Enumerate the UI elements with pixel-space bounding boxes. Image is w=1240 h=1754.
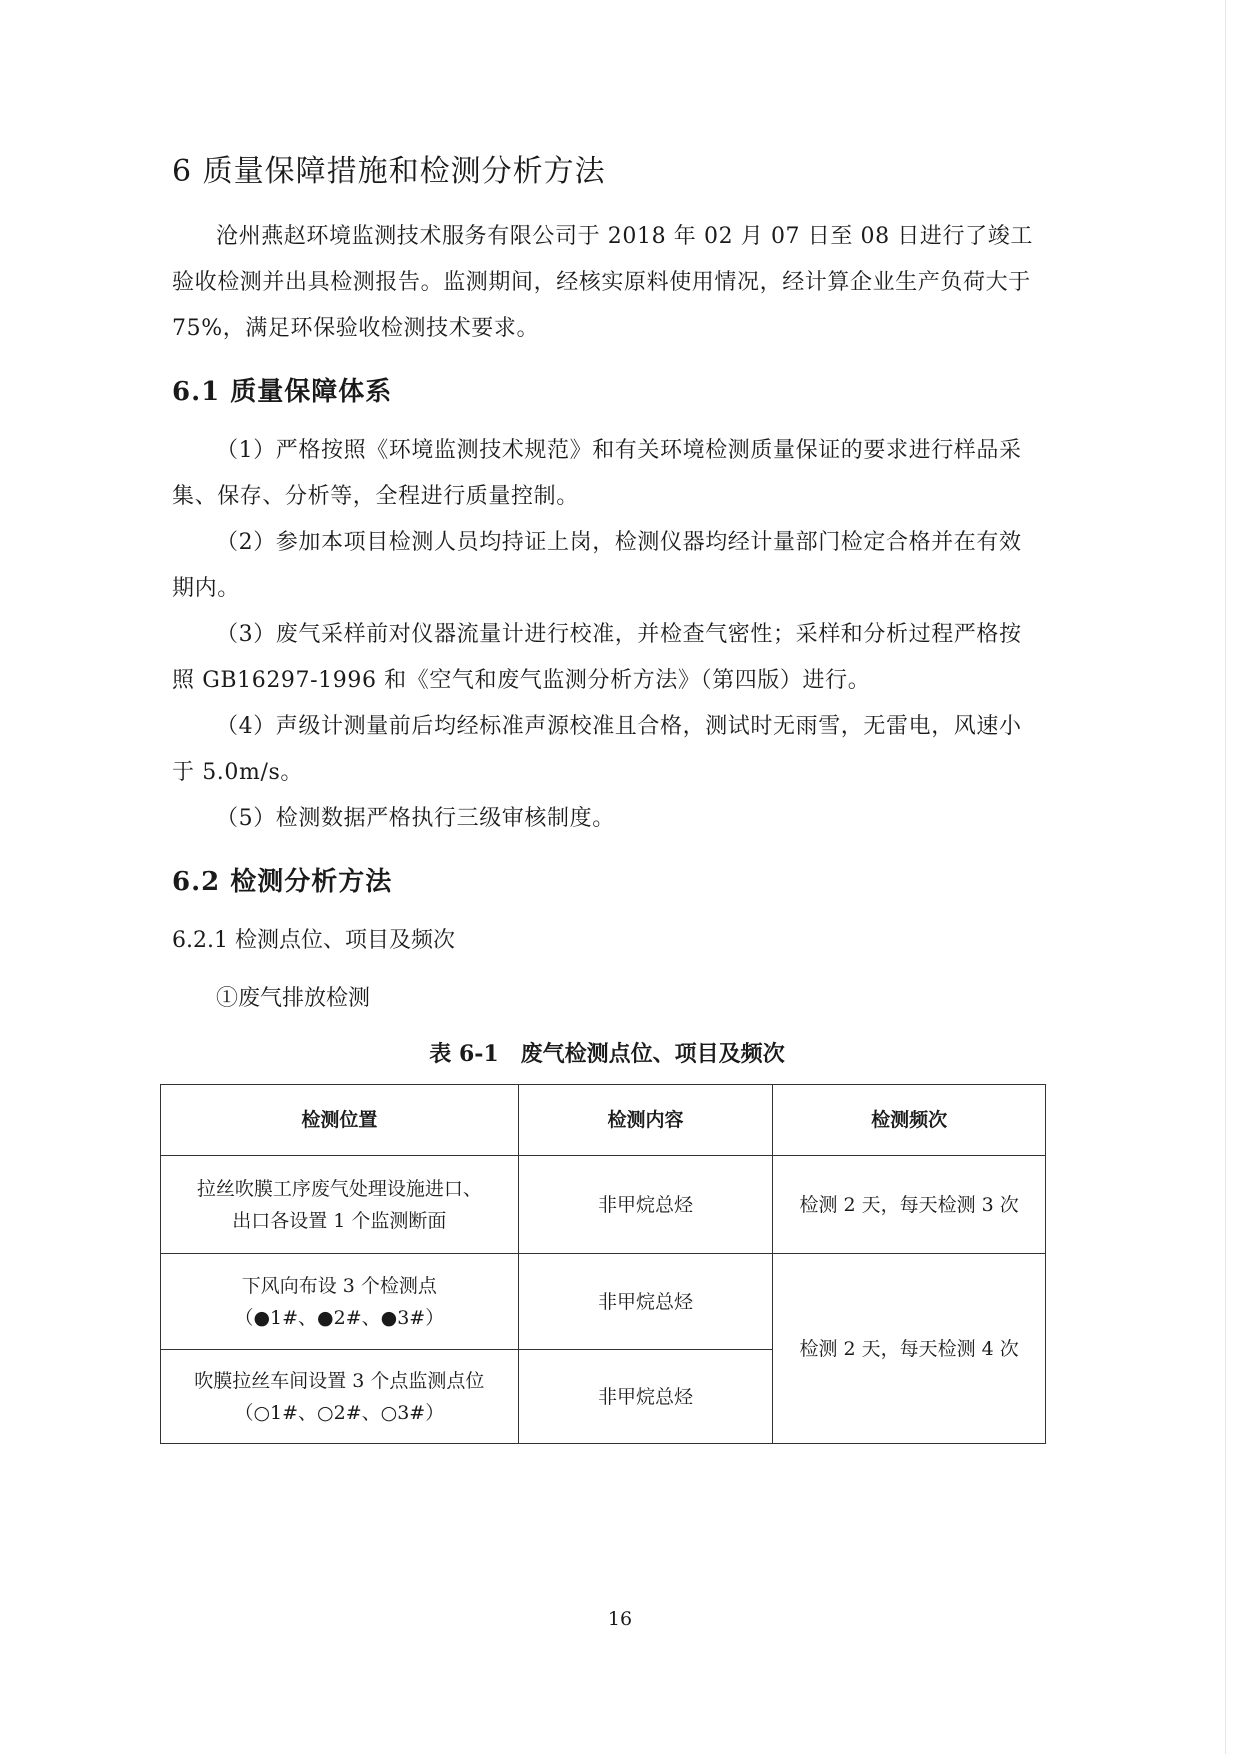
row3-location	[161, 1350, 519, 1444]
exhaust-monitoring-table	[160, 1084, 1046, 1444]
row2-location-line1: 下风向布设 3 个检测点	[241, 1274, 437, 1297]
row1-location-line2: 出口各设置 1 个监测断面	[232, 1209, 447, 1232]
section-6-intro: 沧州燕赵环境监测技术服务有限公司于 2018 年 02 月 07 日至 08 日进行了竣工验收检测并出具检测报告。监测期间，经核实原料使用情况，经计算企业生产负荷大于 75%，满足环保验收检测技术要求。	[172, 224, 1033, 341]
qa-item-2: （2）参加本项目检测人员均持证上岗，检测仪器均经计量部门检定合格并在有效期内。	[172, 530, 1022, 601]
page-number: 16	[607, 1608, 633, 1630]
page-content	[172, 150, 1042, 1444]
qa-item-3: （3）废气采样前对仪器流量计进行校准，并检查气密性；采样和分析过程严格按照 GB16297-1996 和《空气和废气监测分析方法》（第四版）进行。	[172, 622, 1022, 693]
section-6-2-title: 6.2 检测分析方法	[172, 867, 393, 897]
row2-3-frequency: 检测 2 天，每天检测 4 次	[773, 1254, 1046, 1444]
row1-frequency: 检测 2 天，每天检测 3 次	[773, 1156, 1046, 1254]
section-6-title: 6 质量保障措施和检测分析方法	[172, 154, 606, 189]
row3-location-line1: 吹膜拉丝车间设置 3 个点监测点位	[194, 1369, 485, 1392]
subsection-6-2-1-title: 6.2.1 检测点位、项目及频次	[172, 928, 455, 953]
table-row	[161, 1156, 1046, 1254]
qa-item-4: （4）声级计测量前后均经标准声源校准且合格，测试时无雨雪，无雷电，风速小于 5.0m/s。	[172, 714, 1022, 785]
header-content: 检测内容	[518, 1085, 773, 1156]
row3-content: 非甲烷总烃	[518, 1350, 773, 1444]
table-row	[161, 1254, 1046, 1350]
qa-item-1: （1）严格按照《环境监测技术规范》和有关环境检测质量保证的要求进行样品采集、保存、分析等，全程进行质量控制。	[172, 438, 1022, 509]
row1-location	[161, 1156, 519, 1254]
row2-location	[161, 1254, 519, 1350]
row1-location-line1: 拉丝吹膜工序废气处理设施进口、	[196, 1177, 482, 1200]
row1-content: 非甲烷总烃	[518, 1156, 773, 1254]
exhaust-gas-item: ①废气排放检测	[216, 986, 371, 1011]
scan-edge-line	[1225, 0, 1226, 1754]
table-header-row	[161, 1085, 1046, 1156]
table-6-1-title: 表 6-1 废气检测点位、项目及频次	[429, 1041, 785, 1067]
section-6-1-title: 6.1 质量保障体系	[172, 377, 393, 407]
header-frequency: 检测频次	[773, 1085, 1046, 1156]
row2-content: 非甲烷总烃	[518, 1254, 773, 1350]
qa-item-5: （5）检测数据严格执行三级审核制度。	[216, 806, 615, 831]
quality-assurance-list	[172, 428, 1042, 842]
row3-location-line2: （○1#、○2#、○3#）	[234, 1401, 445, 1424]
row2-location-line2: （●1#、●2#、●3#）	[234, 1306, 445, 1329]
header-location: 检测位置	[161, 1085, 519, 1156]
